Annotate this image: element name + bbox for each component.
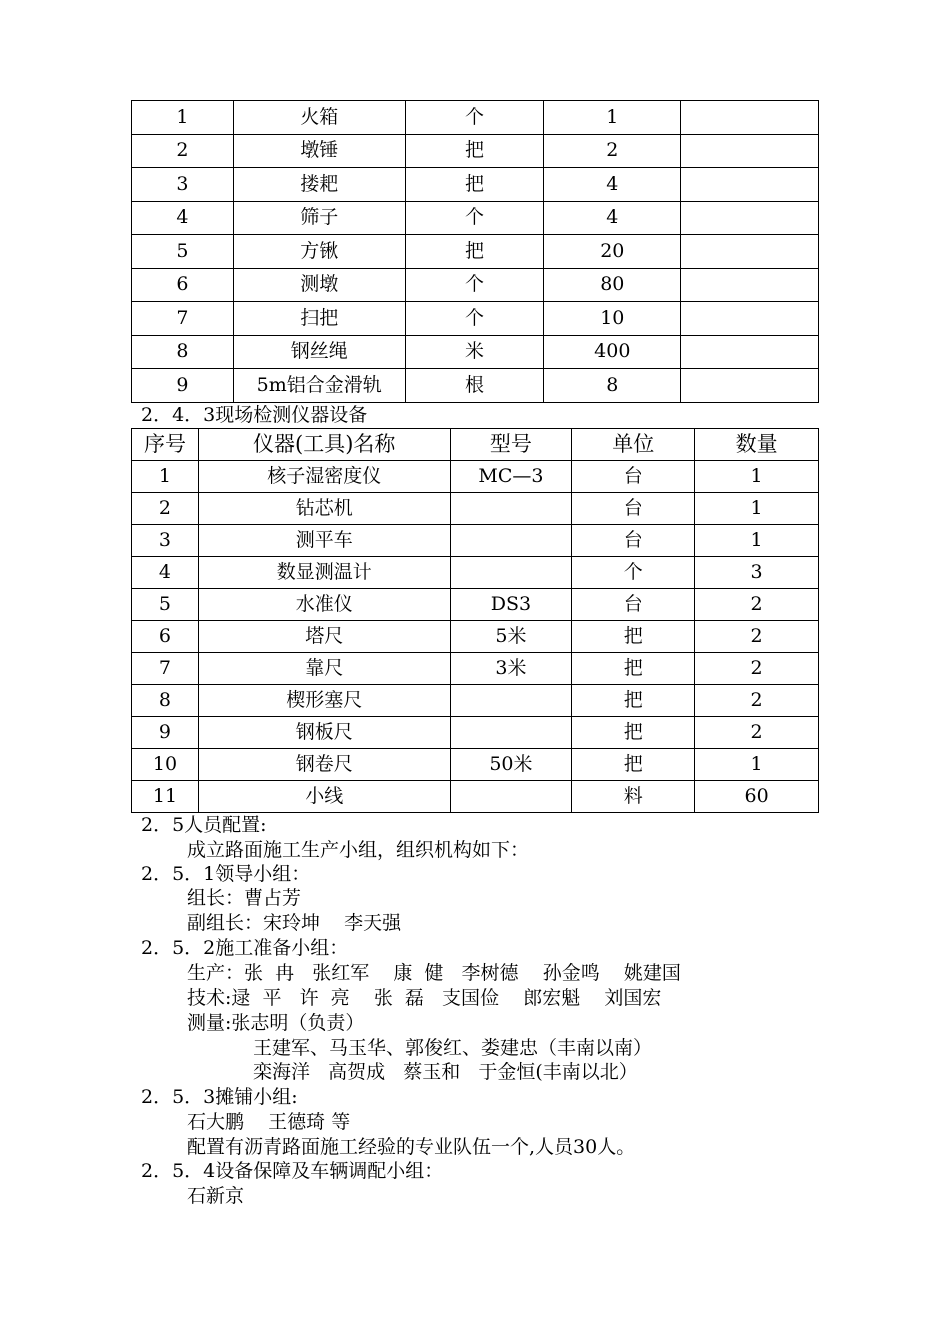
table-row bbox=[132, 621, 819, 653]
table-cell: 把 bbox=[405, 134, 544, 168]
table-cell: 1 bbox=[695, 525, 819, 557]
equipment-member-line: 石新京 bbox=[187, 1185, 245, 1207]
table-cell bbox=[450, 717, 572, 749]
table-row bbox=[132, 302, 819, 336]
table-cell: 50米 bbox=[450, 749, 572, 781]
table-cell bbox=[450, 781, 572, 813]
table-row bbox=[132, 201, 819, 235]
table-cell: 测墩 bbox=[233, 268, 405, 302]
table-cell bbox=[681, 168, 819, 202]
table-cell: 把 bbox=[405, 235, 544, 269]
table-cell: 5米 bbox=[450, 621, 572, 653]
table-row bbox=[132, 557, 819, 589]
table-cell: 20 bbox=[544, 235, 681, 269]
table-cell: 3 bbox=[132, 168, 234, 202]
table-cell: 2 bbox=[695, 621, 819, 653]
table-row bbox=[132, 168, 819, 202]
column-header: 型号 bbox=[450, 429, 572, 461]
table-cell: 7 bbox=[132, 302, 234, 336]
table-cell: 8 bbox=[544, 369, 681, 403]
table-cell: 塔尺 bbox=[198, 621, 450, 653]
survey-south-line: 王建军、马玉华、郭俊红、娄建忠（丰南以南） bbox=[253, 1037, 653, 1059]
table-row bbox=[132, 335, 819, 369]
table-header-row bbox=[132, 429, 819, 461]
leader-line: 组长：曹占芳 bbox=[187, 887, 302, 909]
table-cell: 台 bbox=[572, 461, 695, 493]
section-heading-2-5-2: 2．5．2施工准备小组： bbox=[141, 937, 349, 959]
section-heading-2-5-3: 2．5．3摊铺小组: bbox=[141, 1086, 298, 1108]
technical-line: 技术:逯 平 许 亮 张 磊 支国俭 郎宏魁 刘国宏 bbox=[187, 987, 662, 1009]
table-cell: 3 bbox=[132, 525, 199, 557]
table-row bbox=[132, 525, 819, 557]
table-row bbox=[132, 749, 819, 781]
table-cell: 钢丝绳 bbox=[233, 335, 405, 369]
table-cell: 1 bbox=[695, 493, 819, 525]
table-row bbox=[132, 369, 819, 403]
table-cell: 4 bbox=[132, 201, 234, 235]
table-cell: 4 bbox=[544, 168, 681, 202]
table-cell bbox=[681, 134, 819, 168]
table-cell bbox=[450, 493, 572, 525]
table-cell: 9 bbox=[132, 717, 199, 749]
table-cell: 6 bbox=[132, 621, 199, 653]
table-cell: 9 bbox=[132, 369, 234, 403]
tools-table bbox=[131, 100, 819, 403]
table-cell: 料 bbox=[572, 781, 695, 813]
table-cell: 5m铝合金滑轨 bbox=[233, 369, 405, 403]
table-cell: 2 bbox=[132, 493, 199, 525]
table-cell: 5 bbox=[132, 235, 234, 269]
table-cell: MC—3 bbox=[450, 461, 572, 493]
table-cell bbox=[681, 302, 819, 336]
table-cell: 把 bbox=[572, 749, 695, 781]
column-header: 数量 bbox=[695, 429, 819, 461]
survey-north-line: 栾海洋 高贺成 蔡玉和 于金恒(丰南以北） bbox=[253, 1061, 638, 1083]
table-row bbox=[132, 134, 819, 168]
table-cell: 把 bbox=[572, 653, 695, 685]
table-cell: 把 bbox=[405, 168, 544, 202]
table-cell: 60 bbox=[695, 781, 819, 813]
table-row bbox=[132, 268, 819, 302]
table-cell: 1 bbox=[132, 461, 199, 493]
table-cell: 80 bbox=[544, 268, 681, 302]
table-row bbox=[132, 717, 819, 749]
table-cell: 方锹 bbox=[233, 235, 405, 269]
section-heading-2-5-1: 2．5．1领导小组： bbox=[141, 863, 311, 885]
table-cell: 测平车 bbox=[198, 525, 450, 557]
table-cell: 1 bbox=[544, 101, 681, 135]
table-cell: 数显测温计 bbox=[198, 557, 450, 589]
section-heading-2-5-4: 2．5．4设备保障及车辆调配小组： bbox=[141, 1160, 444, 1182]
table-cell: 根 bbox=[405, 369, 544, 403]
table-cell: 台 bbox=[572, 525, 695, 557]
table-row bbox=[132, 235, 819, 269]
table-cell: 墩锤 bbox=[233, 134, 405, 168]
table-cell bbox=[681, 201, 819, 235]
table-cell: 核子湿密度仪 bbox=[198, 461, 450, 493]
table-row bbox=[132, 685, 819, 717]
table-cell: 4 bbox=[132, 557, 199, 589]
section-heading-2-5: 2．5人员配置: bbox=[141, 814, 267, 836]
section-heading-2-4-3: 2．4．3现场检测仪器设备 bbox=[141, 404, 368, 426]
table-cell: 2 bbox=[695, 717, 819, 749]
table-cell: 2 bbox=[695, 589, 819, 621]
table-row bbox=[132, 493, 819, 525]
table-cell: 4 bbox=[544, 201, 681, 235]
table-cell: 400 bbox=[544, 335, 681, 369]
column-header: 单位 bbox=[572, 429, 695, 461]
table-cell: 台 bbox=[572, 493, 695, 525]
table-cell bbox=[681, 268, 819, 302]
table-cell: 火箱 bbox=[233, 101, 405, 135]
table-cell: 个 bbox=[405, 268, 544, 302]
table-cell: 1 bbox=[695, 749, 819, 781]
table-cell: 7 bbox=[132, 653, 199, 685]
table-cell bbox=[681, 369, 819, 403]
table-cell: 台 bbox=[572, 589, 695, 621]
table-row bbox=[132, 101, 819, 135]
table-cell: 2 bbox=[695, 685, 819, 717]
table-row bbox=[132, 781, 819, 813]
table-cell: 2 bbox=[695, 653, 819, 685]
table-cell: 个 bbox=[405, 302, 544, 336]
table-cell bbox=[450, 525, 572, 557]
survey-line: 测量:张志明（负责） bbox=[187, 1012, 365, 1034]
table-cell: 扫把 bbox=[233, 302, 405, 336]
table-cell: 筛子 bbox=[233, 201, 405, 235]
table-cell: 1 bbox=[695, 461, 819, 493]
organization-intro: 成立路面施工生产小组，组织机构如下： bbox=[187, 839, 530, 861]
table-cell: 5 bbox=[132, 589, 199, 621]
table-row bbox=[132, 461, 819, 493]
table-cell bbox=[450, 685, 572, 717]
table-cell bbox=[450, 557, 572, 589]
table-cell: 把 bbox=[572, 685, 695, 717]
column-header: 序号 bbox=[132, 429, 199, 461]
table-cell: 靠尺 bbox=[198, 653, 450, 685]
table-cell: 把 bbox=[572, 621, 695, 653]
table-cell: 3米 bbox=[450, 653, 572, 685]
table-cell: 1 bbox=[132, 101, 234, 135]
table-cell: 3 bbox=[695, 557, 819, 589]
table-row bbox=[132, 653, 819, 685]
table-cell: 8 bbox=[132, 335, 234, 369]
instruments-table bbox=[131, 428, 819, 813]
table-cell: 8 bbox=[132, 685, 199, 717]
table-cell: 6 bbox=[132, 268, 234, 302]
table-cell: 搂耙 bbox=[233, 168, 405, 202]
table-cell: 钢卷尺 bbox=[198, 749, 450, 781]
table-cell: 11 bbox=[132, 781, 199, 813]
production-line: 生产：张 冉 张红军 康 健 李树德 孙金鸣 姚建国 bbox=[187, 962, 681, 984]
column-header: 仪器(工具)名称 bbox=[198, 429, 450, 461]
table-cell: 10 bbox=[544, 302, 681, 336]
table-cell: 把 bbox=[572, 717, 695, 749]
table-cell: 水准仪 bbox=[198, 589, 450, 621]
table-cell bbox=[681, 335, 819, 369]
table-cell: 小线 bbox=[198, 781, 450, 813]
paving-team-line: 配置有沥青路面施工经验的专业队伍一个,人员30人。 bbox=[187, 1136, 636, 1158]
table-cell: 个 bbox=[572, 557, 695, 589]
paving-members-line: 石大鹏 王德琦 等 bbox=[187, 1111, 351, 1133]
table-cell: 10 bbox=[132, 749, 199, 781]
table-cell: 楔形塞尺 bbox=[198, 685, 450, 717]
table-cell: 个 bbox=[405, 101, 544, 135]
table-row bbox=[132, 589, 819, 621]
table-cell: 2 bbox=[544, 134, 681, 168]
table-cell: 米 bbox=[405, 335, 544, 369]
vice-leader-line: 副组长：宋玲坤 李天强 bbox=[187, 912, 402, 934]
table-cell: 个 bbox=[405, 201, 544, 235]
table-cell: 钢板尺 bbox=[198, 717, 450, 749]
table-cell: 2 bbox=[132, 134, 234, 168]
table-cell: 钻芯机 bbox=[198, 493, 450, 525]
table-cell: DS3 bbox=[450, 589, 572, 621]
table-cell bbox=[681, 235, 819, 269]
table-cell bbox=[681, 101, 819, 135]
